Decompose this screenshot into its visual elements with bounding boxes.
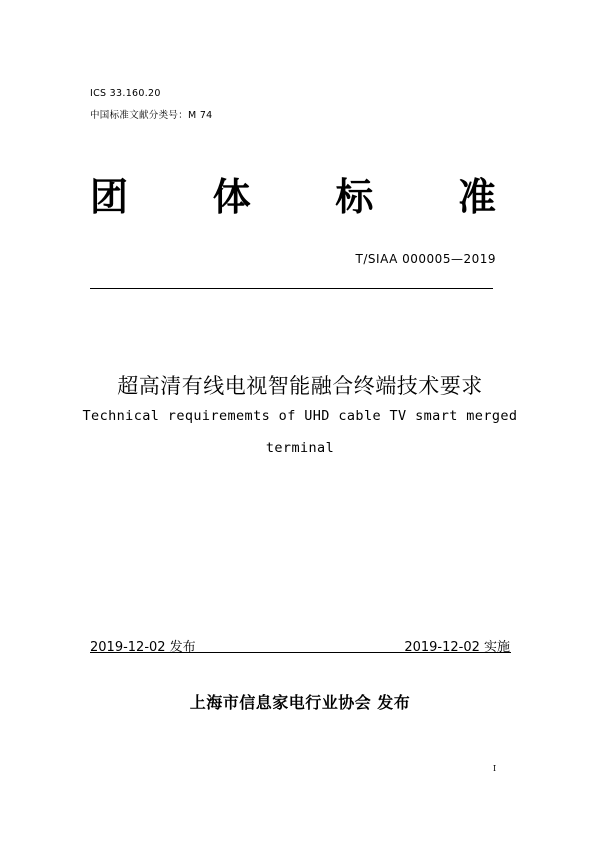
standard-type-char: 体 [212, 174, 251, 219]
standard-type-char: 团 [90, 174, 129, 219]
title-english-line2: terminal [265, 440, 335, 456]
release-date: 2019-12-02 发布 [90, 640, 196, 655]
publisher: 上海市信息家电行业协会 发布 [189, 693, 411, 712]
date-divider [90, 652, 511, 653]
title-english-line1: Technical requirememts of UHD cable TV smart merged [82, 408, 518, 424]
header-divider [90, 288, 493, 289]
title-chinese: 超高清有线电视智能融合终端技术要求 [117, 374, 483, 398]
ccs-classification: 中国标准文献分类号：M 74 [90, 110, 213, 121]
page-number: I [493, 764, 497, 773]
standard-type-char: 标 [335, 174, 374, 219]
standard-type-char: 准 [457, 174, 496, 219]
implement-date: 2019-12-02 实施 [404, 640, 510, 655]
ics-code: ICS 33.160.20 [90, 88, 161, 99]
standard-number: T/SIAA 000005—2019 [355, 252, 496, 266]
standard-type-heading [90, 174, 496, 219]
